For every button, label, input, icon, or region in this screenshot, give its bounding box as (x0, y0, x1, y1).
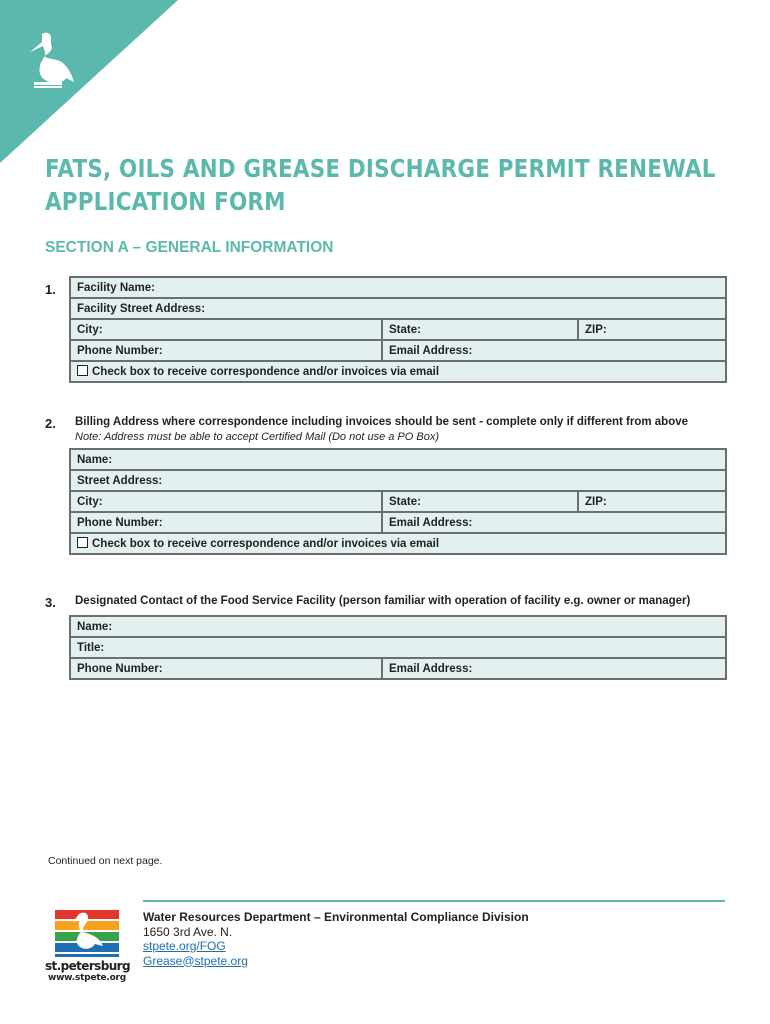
city-field[interactable]: City: (70, 319, 382, 340)
title-line-2: APPLICATION FORM (45, 187, 286, 216)
billing-email-address-field[interactable]: Email Address: (382, 512, 726, 533)
checkbox-icon[interactable] (77, 537, 88, 548)
billing-state-field[interactable]: State: (382, 491, 578, 512)
billing-name-field[interactable]: Name: (70, 449, 726, 470)
email-correspondence-checkbox-row[interactable] (70, 361, 726, 382)
facility-street-address-field[interactable]: Facility Street Address: (70, 298, 726, 319)
checkbox-icon[interactable] (77, 365, 88, 376)
billing-street-address-field[interactable]: Street Address: (70, 470, 726, 491)
contact-email-address-field[interactable]: Email Address: (382, 658, 726, 679)
facility-name-field[interactable]: Facility Name: (70, 277, 726, 298)
section-a-heading: SECTION A – GENERAL INFORMATION (45, 239, 334, 256)
question-3-table (69, 615, 727, 680)
footer-contact-block (143, 910, 529, 968)
department-name: Water Resources Department – Environmental Compliance Division (143, 910, 529, 924)
question-1-table (69, 276, 727, 383)
checkbox-label: Check box to receive correspondence and/or invoices via email (92, 538, 440, 550)
question-3-text: Designated Contact of the Food Service Facility (person familiar with operation of facility e.g. owner or manager) (75, 595, 691, 607)
footer-divider (143, 900, 725, 902)
contact-name-field[interactable]: Name: (70, 616, 726, 637)
question-1-number: 1. (45, 282, 56, 297)
grease-email-link[interactable]: Grease@stpete.org (143, 953, 248, 968)
billing-email-checkbox-row[interactable] (70, 533, 726, 554)
fog-website-link[interactable]: stpete.org/FOG (143, 939, 226, 953)
question-2-table (69, 448, 727, 555)
department-address: 1650 3rd Ave. N. (143, 924, 233, 939)
title-line-1: FATS, OILS AND GREASE DISCHARGE PERMIT RENEWAL (45, 154, 716, 183)
question-2-number: 2. (45, 416, 56, 431)
contact-phone-number-field[interactable]: Phone Number: (70, 658, 382, 679)
form-title (45, 152, 716, 218)
logo-name: st.petersburg (45, 959, 130, 973)
email-address-field[interactable]: Email Address: (382, 340, 726, 361)
billing-phone-number-field[interactable]: Phone Number: (70, 512, 382, 533)
state-field[interactable]: State: (382, 319, 578, 340)
checkbox-label: Check box to receive correspondence and/or invoices via email (92, 366, 440, 378)
pelican-icon (24, 30, 76, 90)
continued-note: Continued on next page. (48, 855, 163, 867)
phone-number-field[interactable]: Phone Number: (70, 340, 382, 361)
question-2-text: Billing Address where correspondence including invoices should be sent - complete only if different from above (75, 416, 689, 428)
billing-zip-field[interactable]: ZIP: (578, 491, 726, 512)
logo-url: www.stpete.org (47, 973, 127, 983)
billing-city-field[interactable]: City: (70, 491, 382, 512)
question-3-number: 3. (45, 595, 56, 610)
question-2-note: Note: Address must be able to accept Certified Mail (Do not use a PO Box) (75, 431, 439, 443)
zip-field[interactable]: ZIP: (578, 319, 726, 340)
contact-title-field[interactable]: Title: (70, 637, 726, 658)
